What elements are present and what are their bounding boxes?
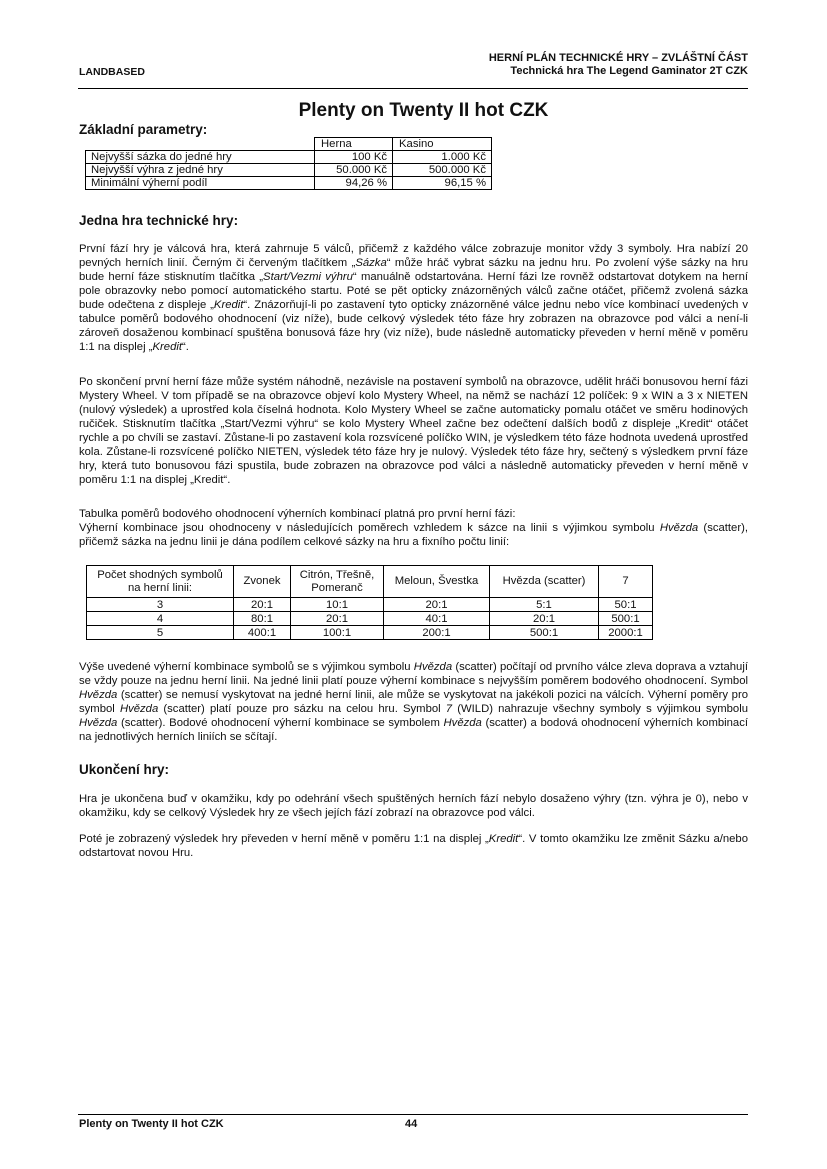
page-title: Plenty on Twenty II hot CZK xyxy=(298,100,549,121)
text-run-italic: Start/Vezmi výhru xyxy=(263,271,353,283)
paytable-header: Zvonek xyxy=(234,566,291,598)
params-row-label: Nejvyšší sázka do jedné hry xyxy=(86,151,315,164)
header-doc-title: HERNÍ PLÁN TECHNICKÉ HRY – ZVLÁŠTNÍ ČÁST xyxy=(488,52,748,64)
section-heading-end: Ukončení hry: xyxy=(79,762,170,777)
text-run: “. xyxy=(182,341,189,353)
text-run-italic: Hvězda xyxy=(119,703,159,715)
paytable-cell: 20:1 xyxy=(291,612,384,626)
section-heading-game: Jedna hra technické hry: xyxy=(79,213,239,228)
params-row-herna: 100 Kč xyxy=(315,151,393,164)
paytable-header-row xyxy=(87,566,653,598)
text-run: První fází hry je válcová hra, která zahrnuje 5 válců, přičemž z každého válce zobrazuje monitor vždy 3 symboly. Hra nabízí 20 pevných herních linií. Černým či červeným tlačítkem „ xyxy=(79,243,748,269)
params-header-row xyxy=(86,138,492,151)
footer-divider xyxy=(78,1114,748,1115)
paytable-cell: 5:1 xyxy=(490,598,599,612)
paytable-cell: 5 xyxy=(87,626,234,640)
paytable-cell: 20:1 xyxy=(234,598,291,612)
params-heading: Základní parametry: xyxy=(79,122,208,137)
paytable-cell: 4 xyxy=(87,612,234,626)
params-row-kasino: 1.000 Kč xyxy=(393,151,492,164)
paragraph-mystery-wheel: Po skončení první herní fáze může systém náhodně, nezávisle na postavení symbolů na obrazovce, udělit hráči bonusovou herní fázi Mystery Wheel. V tom případě se na obrazovce objeví kolo Mystery Wheel, na němž se nachází 12 políček: 9 x WIN a 3 x NIETEN (nulový výsledek) a uprostřed kola číselná hodnota. Kolo Mystery Wheel se začne automaticky pomalu otáčet ve směru hodinových ručiček. Stisknutím tlačítka „Start/Vezmi výhru“ se kolo Mystery Wheel začne bez odečtení dalších bodů z displeje „Kredit“ otáčet rychle a po chvíli se zastaví. Zůstane-li po zastavení kola rozsvícené políčko WIN, je výsledkem této fáze hodnota uvedená uprostřed kola. Zůstane-li rozsvícené políčko NIETEN, výsledek této fáze hry je nulový. Výsledek této fáze hry, sečtený s výsledkem první fáze hry, která tuto bonusovou fázi spustila, bude zobrazen na obrazovce pod válci a následně automaticky převeden v herní měně v poměru 1:1 na displej „Kredit“. xyxy=(79,376,748,486)
text-run: (WILD) nahrazuje všechny symboly s výjimkou symbolu xyxy=(452,703,749,715)
paytable-cell: 200:1 xyxy=(384,626,490,640)
text-run: (scatter) platí pouze pro sázku na celou hru. Symbol xyxy=(158,703,446,715)
text-run: “. V tomto okamžiku lze změnit Sázku a/nebo odstartovat novou Hru. xyxy=(79,833,748,859)
table-row xyxy=(86,164,492,177)
paragraph-game-description xyxy=(79,242,748,354)
header-right-block xyxy=(489,52,748,78)
table-row xyxy=(86,151,492,164)
text-run-italic: Hvězda xyxy=(443,717,482,729)
paytable-cell: 10:1 xyxy=(291,598,384,612)
paytable-cell: 500:1 xyxy=(599,612,653,626)
paytable-cell: 3 xyxy=(87,598,234,612)
params-row-kasino: 96,15 % xyxy=(393,177,492,190)
table-row xyxy=(87,626,653,640)
paytable-cell: 500:1 xyxy=(490,626,599,640)
text-run: Výše uvedené výherní kombinace symbolů se s výjimkou symbolu xyxy=(79,661,414,673)
text-run: (scatter) se nemusí vyskytovat na jedné herní linii, ale může se vyskytovat na jakékoli pozici na válcích. Výherní poměry pro symbol xyxy=(79,689,748,715)
params-row-herna: 50.000 Kč xyxy=(315,164,393,177)
paytable-cell: 100:1 xyxy=(291,626,384,640)
header-divider xyxy=(78,88,748,89)
header-doc-subtitle: Technická hra The Legend Gaminator 2T CZK xyxy=(510,65,748,77)
text-run-italic: Hvězda xyxy=(413,661,453,673)
paytable-header: Hvězda (scatter) xyxy=(490,566,599,598)
text-run-italic: Kredit xyxy=(213,299,244,311)
text-run: (scatter) počítají od prvního válce zleva doprava a vztahují se vždy pouze na jednu herní linii. Na jedné linii platí pouze výherní kombinace s nejvyšším poměrem bodového ohodnocení. Symbol xyxy=(79,661,748,687)
paytable-header: Počet shodných symbolů na herní linii: xyxy=(87,566,234,598)
params-row-label: Minimální výherní podíl xyxy=(86,177,315,190)
paytable-cell: 40:1 xyxy=(384,612,490,626)
paytable-intro-line: Tabulka poměrů bodového ohodnocení výherních kombinací platná pro první herní fázi: xyxy=(79,508,516,520)
params-col-kasino: Kasino xyxy=(393,138,492,151)
paragraph-game-end: Hra je ukončena buď v okamžiku, kdy po odehrání všech spuštěných herních fází nebylo dosaženo výhry (tzn. výhra je 0), nebo v okamžiku, kdy se celkový Výsledek hry ze všech jejích fází zobrazí na obrazovce pod válci. xyxy=(79,793,748,819)
params-row-kasino: 500.000 Kč xyxy=(393,164,492,177)
text-run-italic: Kredit xyxy=(152,341,182,353)
text-run: Výherní kombinace jsou ohodnoceny v následujících poměrech vzhledem k sázce na linii s výjimkou symbolu xyxy=(79,522,660,534)
text-run: “ může hráč vybrat sázku na jednu hru. Po zvolení výše sázky na hru bude herní fáze stisknutím tlačítka „ xyxy=(79,257,748,283)
text-run: (scatter) a bodová ohodnocení výherních kombinací na jednotlivých herních liniích se sčítají. xyxy=(79,717,748,743)
paytable-cell: 50:1 xyxy=(599,598,653,612)
text-run-italic: Hvězda xyxy=(79,689,118,701)
paytable-intro-body xyxy=(79,521,748,549)
paytable-header: 7 xyxy=(599,566,653,598)
params-col-herna: Herna xyxy=(315,138,393,151)
text-run: (scatter). Bodové ohodnocení výherní kombinace se symbolem xyxy=(117,717,444,729)
text-run: (scatter), přičemž sázka na jednu linii je dána podílem celkové sázky na hru a fixního počtu linií: xyxy=(79,522,748,548)
table-row xyxy=(87,598,653,612)
text-run-italic: Hvězda xyxy=(79,717,118,729)
params-row-herna: 94,26 % xyxy=(315,177,393,190)
text-run: Poté je zobrazený výsledek hry převeden v herní měně v poměru 1:1 na displej „ xyxy=(79,833,489,845)
text-run: “. Znázorňují-li po zastavení tyto opticky znázorněné válce jednu nebo více kombinací uvedených v tabulce poměrů bodového ohodnocení (viz níže), bude celkový výsledek této fáze hry zobrazen na obrazovce pod válci a není-li zároveň dosaženou kombinací spuštěna bonusová fáze hry (viz níže), bude následně automaticky převeden v herní měně v poměru 1:1 na displej „ xyxy=(79,299,749,353)
footer-title: Plenty on Twenty II hot CZK xyxy=(79,1118,224,1130)
params-table xyxy=(85,137,492,190)
paytable xyxy=(86,565,653,640)
text-run-italic: Kredit xyxy=(488,833,519,845)
paytable-header: Citrón, Třešně, Pomeranč xyxy=(291,566,384,598)
paytable-cell: 80:1 xyxy=(234,612,291,626)
table-row xyxy=(86,177,492,190)
text-run-italic: 7 xyxy=(445,703,453,715)
paragraph-credit-transfer xyxy=(79,832,748,860)
text-run-italic: Sázka xyxy=(355,257,387,269)
paytable-header: Meloun, Švestka xyxy=(384,566,490,598)
paytable-cell: 20:1 xyxy=(490,612,599,626)
text-run-italic: Hvězda xyxy=(659,522,699,534)
text-run: “ manuálně odstartována. Herní fázi lze rovněž odstartovat dotykem na herní pole obrazovky nebo pomocí automatického startu. Poté se pět opticky znázorněných válců začne otáčet, přičemž zvolená sázka bude odečtena z displeje „ xyxy=(79,271,748,311)
table-row xyxy=(87,612,653,626)
page-number: 44 xyxy=(405,1118,418,1130)
header-left-label: LANDBASED xyxy=(79,66,145,78)
paragraph-combination-rules xyxy=(79,660,748,744)
paytable-cell: 400:1 xyxy=(234,626,291,640)
paytable-cell: 2000:1 xyxy=(599,626,653,640)
paytable-cell: 20:1 xyxy=(384,598,490,612)
params-header-blank xyxy=(86,138,315,151)
paragraph-paytable-intro xyxy=(79,507,748,549)
params-row-label: Nejvyšší výhra z jedné hry xyxy=(86,164,315,177)
